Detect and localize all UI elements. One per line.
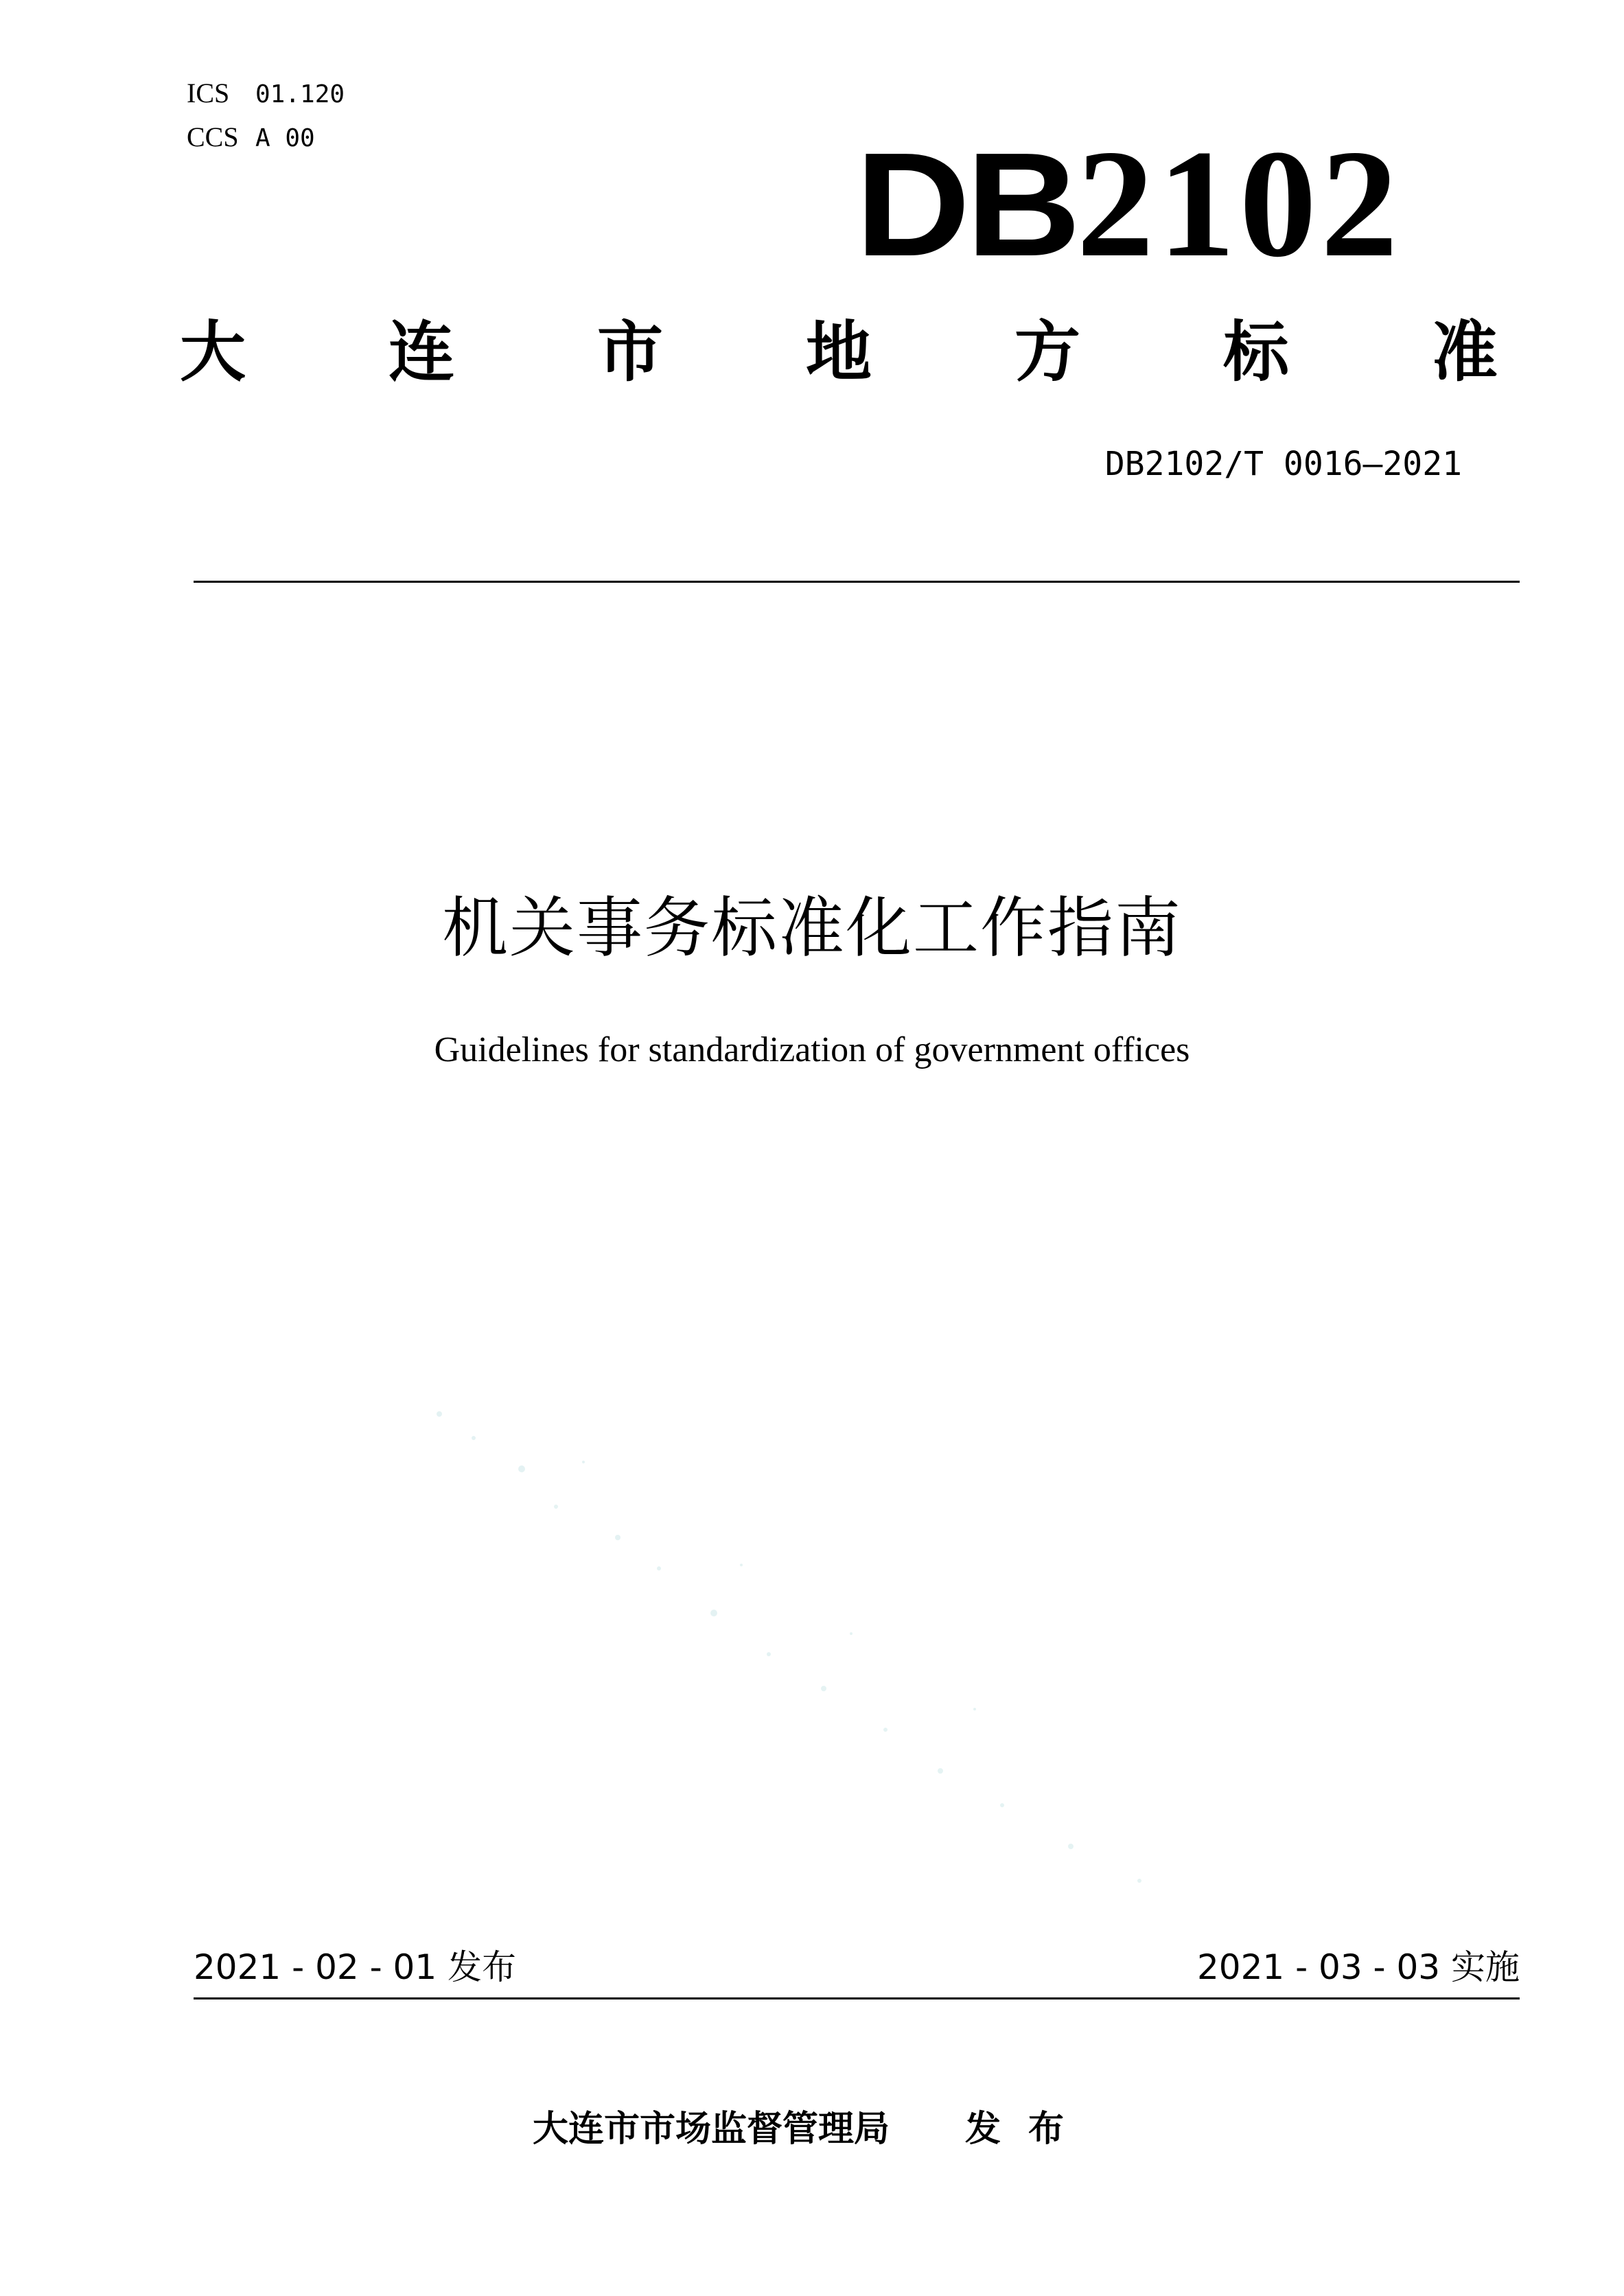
db-logo-mark: [855, 117, 1402, 289]
ccs-label: CCS: [187, 121, 239, 152]
db-logo-code: 2102: [1076, 117, 1402, 289]
standard-type-char: 准: [1432, 314, 1498, 391]
document-title-chinese: 机关事务标准化工作指南: [442, 890, 1182, 966]
db-logo-prefix: DB: [855, 121, 1077, 287]
ics-value: 01.120: [255, 80, 345, 108]
ccs-value: A 00: [255, 124, 315, 152]
ics-label: ICS: [187, 78, 230, 108]
issue-date: 2021 - 02 - 01 发布: [194, 1947, 517, 1987]
ccs-code: [187, 121, 315, 152]
implementation-date: 2021 - 03 - 03 实施: [1196, 1947, 1520, 1987]
standard-type-char: 市: [597, 314, 663, 391]
standard-type-char: 地: [806, 314, 872, 391]
ics-code: [187, 80, 345, 107]
issuer-action: 发布: [965, 2109, 1092, 2150]
standard-type-char: 方: [1014, 314, 1080, 391]
issuer-name: 大连市市场监督管理局: [532, 2109, 890, 2150]
standard-number: DB2102/T 0016—2021: [1104, 445, 1462, 483]
footer-divider: [194, 1997, 1520, 1999]
standard-type-heading: [180, 314, 1498, 390]
watermark-speckle: [412, 1387, 1236, 1908]
issuing-authority: [0, 2107, 1624, 2151]
standard-type-char: 大: [180, 314, 246, 391]
standard-type-char: 标: [1223, 314, 1289, 391]
header-divider: [194, 581, 1520, 583]
standard-type-char: 连: [388, 314, 454, 391]
document-title-english: Guidelines for standardization of government offices: [434, 1030, 1190, 1069]
